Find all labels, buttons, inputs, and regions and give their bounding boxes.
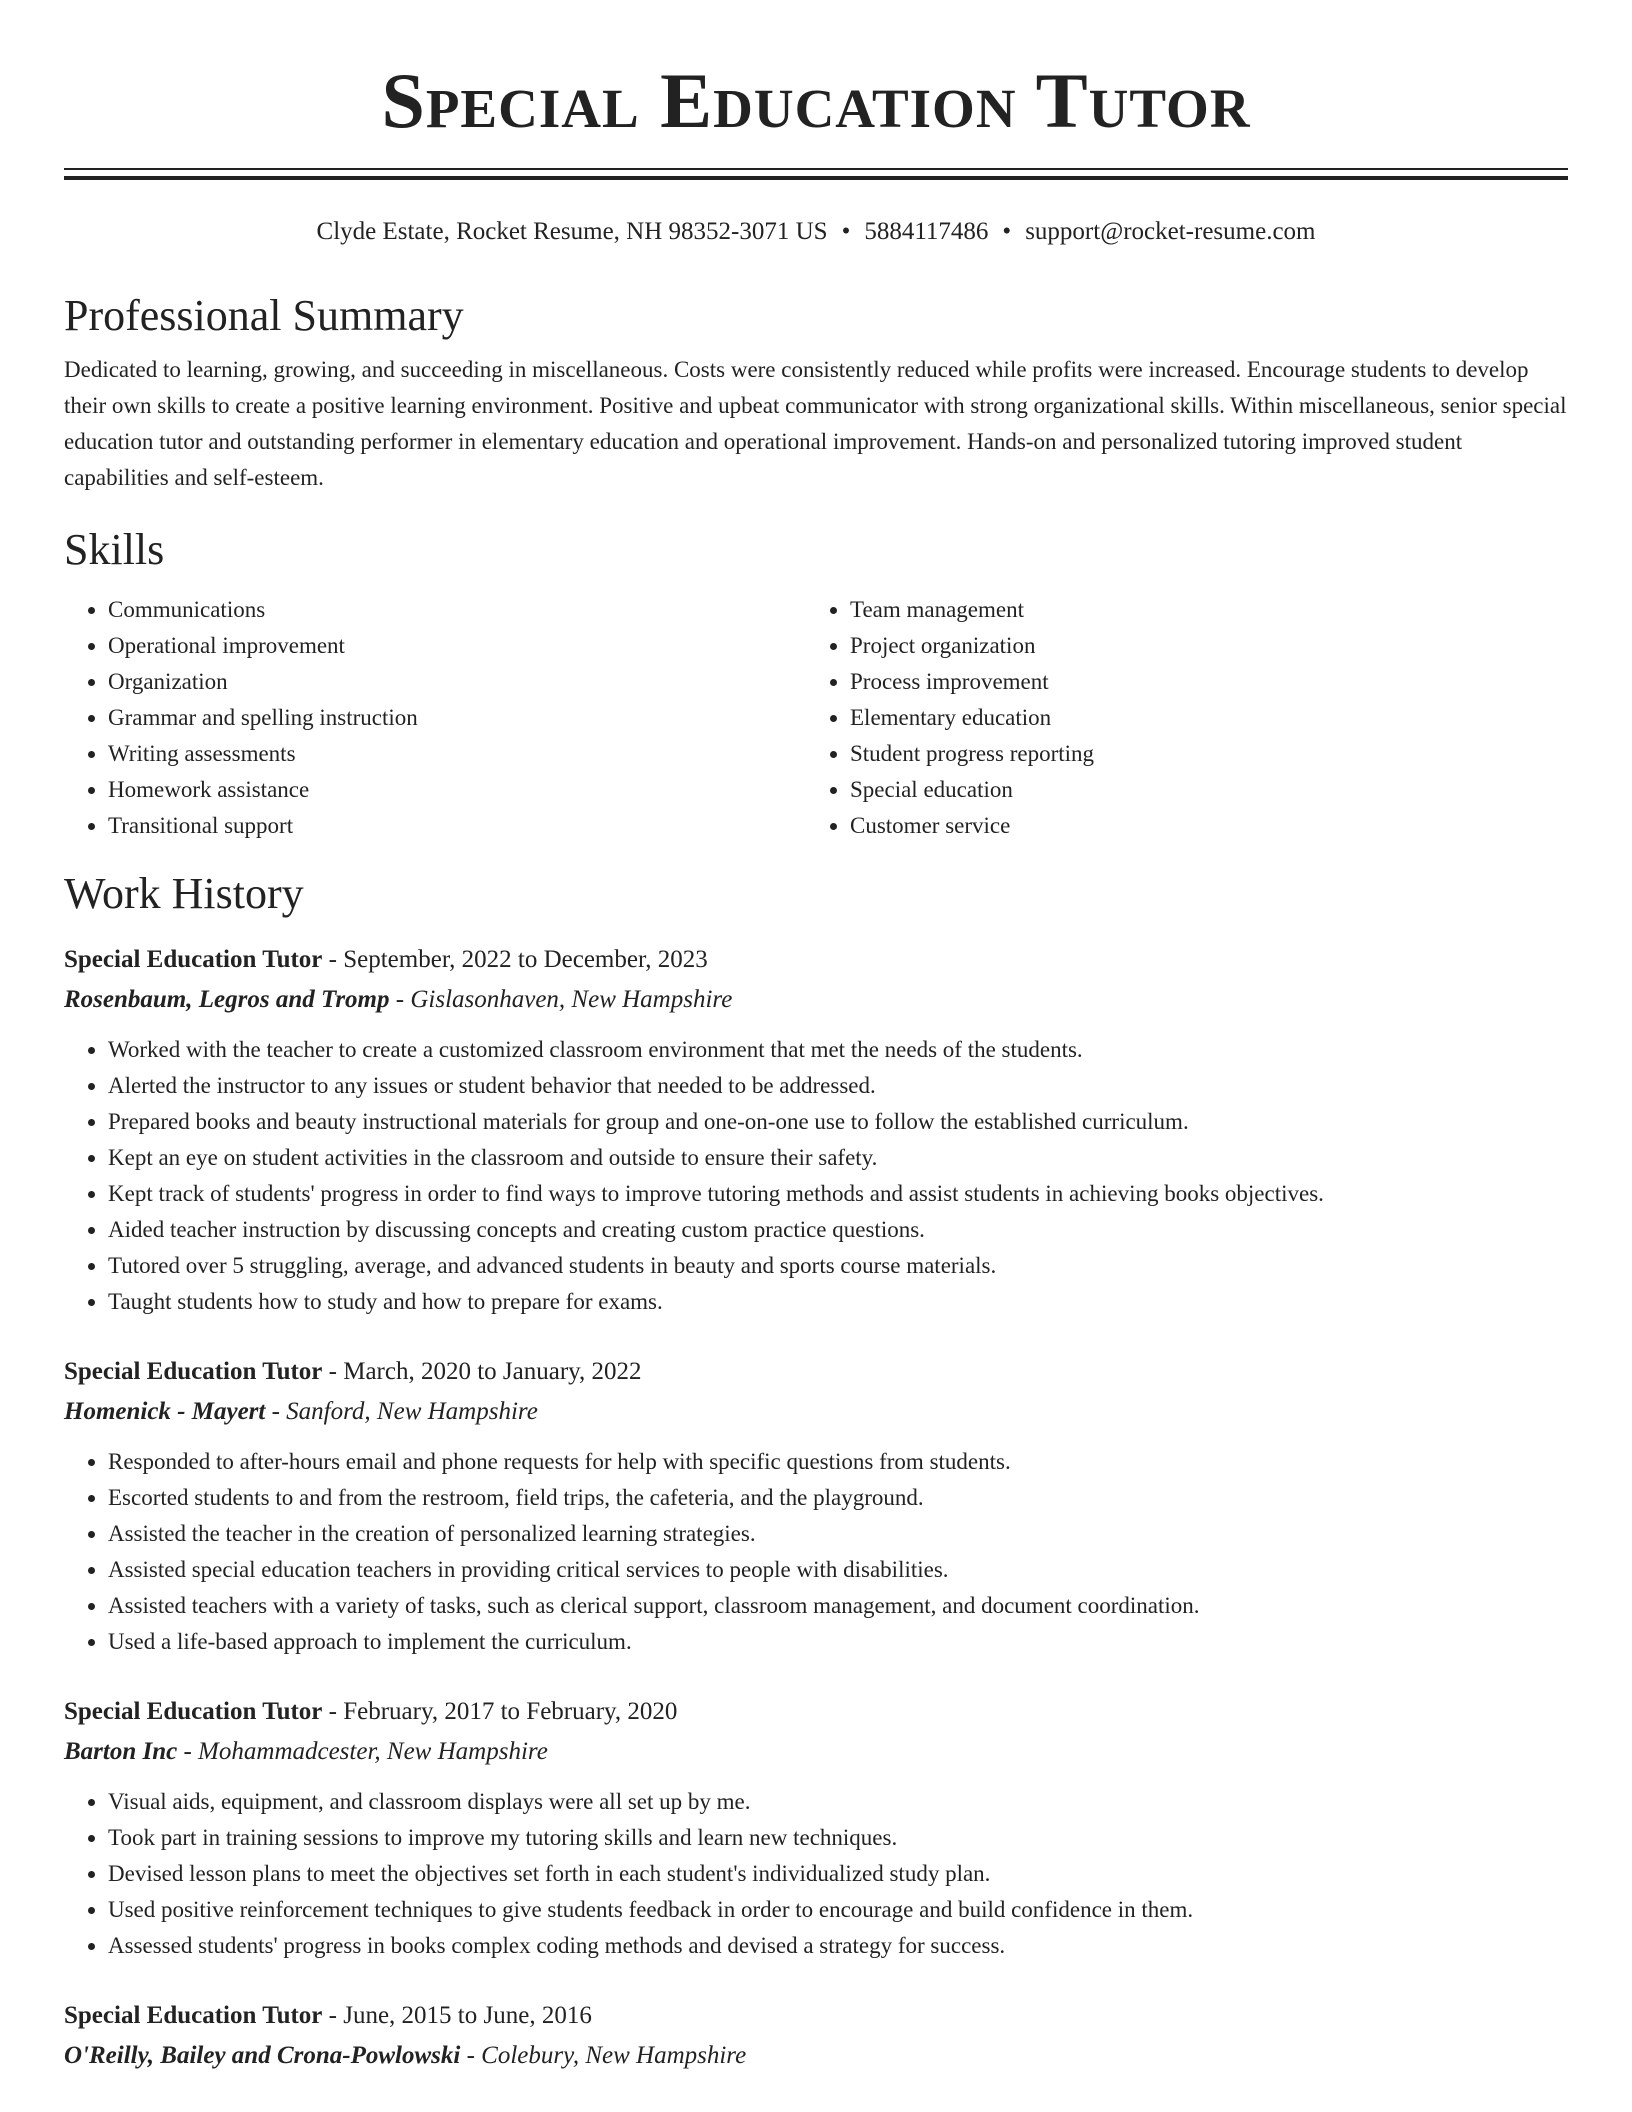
skill-item: • Process improvement xyxy=(850,664,1548,700)
work-history-heading: Work History xyxy=(64,869,304,918)
job-title-line xyxy=(64,942,1568,978)
skill-item: • Grammar and spelling instruction xyxy=(108,700,806,736)
job-bullet: • Visual aids, equipment, and classroom displays were all set up by me. xyxy=(108,1784,1568,1820)
summary-text: Dedicated to learning, growing, and succeeding in miscellaneous. Costs were consistently reduced while profits were increased. Encourage students to develop their own skills to create a positive learning environment. Positive and upbeat communicator with strong organizational skills. Within miscellaneous, senior special education tutor and outstanding performer in elementary education and operational improvement. Hands-on and personalized tutoring improved student capabilities and self-esteem. xyxy=(64,357,1567,490)
job-title-line xyxy=(64,1998,1568,2034)
job-bullet: • Kept an eye on student activities in the classroom and outside to ensure their safety. xyxy=(108,1140,1568,1176)
skill-item: • Communications xyxy=(108,592,806,628)
job-company: O'Reilly, Bailey and Crona-Powlowski xyxy=(64,2042,461,2069)
job-entry xyxy=(64,1354,1568,1660)
job-bullet: • Escorted students to and from the restroom, field trips, the cafeteria, and the playground. xyxy=(108,1480,1568,1516)
job-company-line xyxy=(64,1734,1568,1770)
job-dates: - September, 2022 to December, 2023 xyxy=(322,946,708,973)
skill-item: • Elementary education xyxy=(850,700,1548,736)
job-bullet: • Assisted teachers with a variety of tasks, such as clerical support, classroom management, and document coordination. xyxy=(108,1588,1568,1624)
job-bullet: • Devised lesson plans to meet the objectives set forth in each student's individualized study plan. xyxy=(108,1856,1568,1892)
job-dates: - June, 2015 to June, 2016 xyxy=(322,2002,592,2029)
job-title-line xyxy=(64,1354,1568,1390)
contact-separator: • xyxy=(1002,218,1012,245)
job-location: - Sanford, New Hampshire xyxy=(265,1398,538,1425)
skill-item: • Operational improvement xyxy=(108,628,806,664)
job-company: Homenick - Mayert xyxy=(64,1398,266,1425)
skill-item: • Homework assistance xyxy=(108,772,806,808)
job-role: Special Education Tutor xyxy=(64,1358,323,1385)
skill-item: • Customer service xyxy=(850,808,1548,844)
job-company: Rosenbaum, Legros and Tromp xyxy=(64,986,390,1013)
title-divider-thick xyxy=(64,176,1568,180)
job-role: Special Education Tutor xyxy=(64,946,323,973)
contact-line xyxy=(64,216,1568,248)
job-dates: - February, 2017 to February, 2020 xyxy=(322,1698,678,1725)
skills-column-right xyxy=(806,592,1548,844)
skill-item: • Team management xyxy=(850,592,1548,628)
job-bullet: • Worked with the teacher to create a customized classroom environment that met the needs of the students. xyxy=(108,1032,1568,1068)
skill-item: • Project organization xyxy=(850,628,1548,664)
skills-heading: Skills xyxy=(64,525,165,574)
job-location: - Mohammadcester, New Hampshire xyxy=(177,1738,548,1765)
skills-list xyxy=(64,592,1568,844)
job-bullet: • Responded to after-hours email and phone requests for help with specific questions from students. xyxy=(108,1444,1568,1480)
page-title: Special Education Tutor xyxy=(381,57,1251,144)
job-bullet: • Taught students how to study and how to prepare for exams. xyxy=(108,1284,1568,1320)
summary-heading: Professional Summary xyxy=(64,291,464,340)
job-company-line xyxy=(64,2038,1568,2074)
contact-email: support@rocket-resume.com xyxy=(1025,218,1316,245)
job-company-line xyxy=(64,1394,1568,1430)
job-bullet: • Alerted the instructor to any issues or student behavior that needed to be addressed. xyxy=(108,1068,1568,1104)
contact-address: Clyde Estate, Rocket Resume, NH 98352-3071 US xyxy=(316,218,828,245)
job-bullet: • Aided teacher instruction by discussing concepts and creating custom practice questions. xyxy=(108,1212,1568,1248)
skills-column-left xyxy=(64,592,806,844)
skill-item: • Transitional support xyxy=(108,808,806,844)
job-bullet: • Used positive reinforcement techniques to give students feedback in order to encourage and build confidence in them. xyxy=(108,1892,1568,1928)
job-location: - Gislasonhaven, New Hampshire xyxy=(389,986,733,1013)
skill-item: • Writing assessments xyxy=(108,736,806,772)
job-entry xyxy=(64,1694,1568,1964)
job-bullet: • Kept track of students' progress in order to find ways to improve tutoring methods and assist students in achieving books objectives. xyxy=(108,1176,1568,1212)
job-bullet: • Assessed students' progress in books complex coding methods and devised a strategy for success. xyxy=(108,1928,1568,1964)
job-bullet: • Took part in training sessions to improve my tutoring skills and learn new techniques. xyxy=(108,1820,1568,1856)
job-entry xyxy=(64,942,1568,1320)
contact-separator: • xyxy=(841,218,851,245)
job-location: - Colebury, New Hampshire xyxy=(460,2042,747,2069)
skill-item: • Student progress reporting xyxy=(850,736,1548,772)
job-company: Barton Inc xyxy=(64,1738,178,1765)
job-bullet: • Prepared books and beauty instructional materials for group and one-on-one use to follow the established curriculum. xyxy=(108,1104,1568,1140)
job-entry xyxy=(64,1998,1568,2074)
job-bullet: • Assisted the teacher in the creation of personalized learning strategies. xyxy=(108,1516,1568,1552)
job-bullets xyxy=(64,1032,1568,1320)
job-bullets xyxy=(64,1784,1568,1964)
skill-item: • Organization xyxy=(108,664,806,700)
job-bullet: • Used a life-based approach to implement the curriculum. xyxy=(108,1624,1568,1660)
contact-phone: 5884117486 xyxy=(864,218,989,245)
job-bullet: • Tutored over 5 struggling, average, and advanced students in beauty and sports course materials. xyxy=(108,1248,1568,1284)
job-title-line xyxy=(64,1694,1568,1730)
job-role: Special Education Tutor xyxy=(64,2002,323,2029)
skill-item: • Special education xyxy=(850,772,1548,808)
job-role: Special Education Tutor xyxy=(64,1698,323,1725)
job-dates: - March, 2020 to January, 2022 xyxy=(322,1358,642,1385)
job-bullet: • Assisted special education teachers in providing critical services to people with disabilities. xyxy=(108,1552,1568,1588)
job-company-line xyxy=(64,982,1568,1018)
title-divider-thin xyxy=(64,168,1568,170)
job-bullets xyxy=(64,1444,1568,1660)
